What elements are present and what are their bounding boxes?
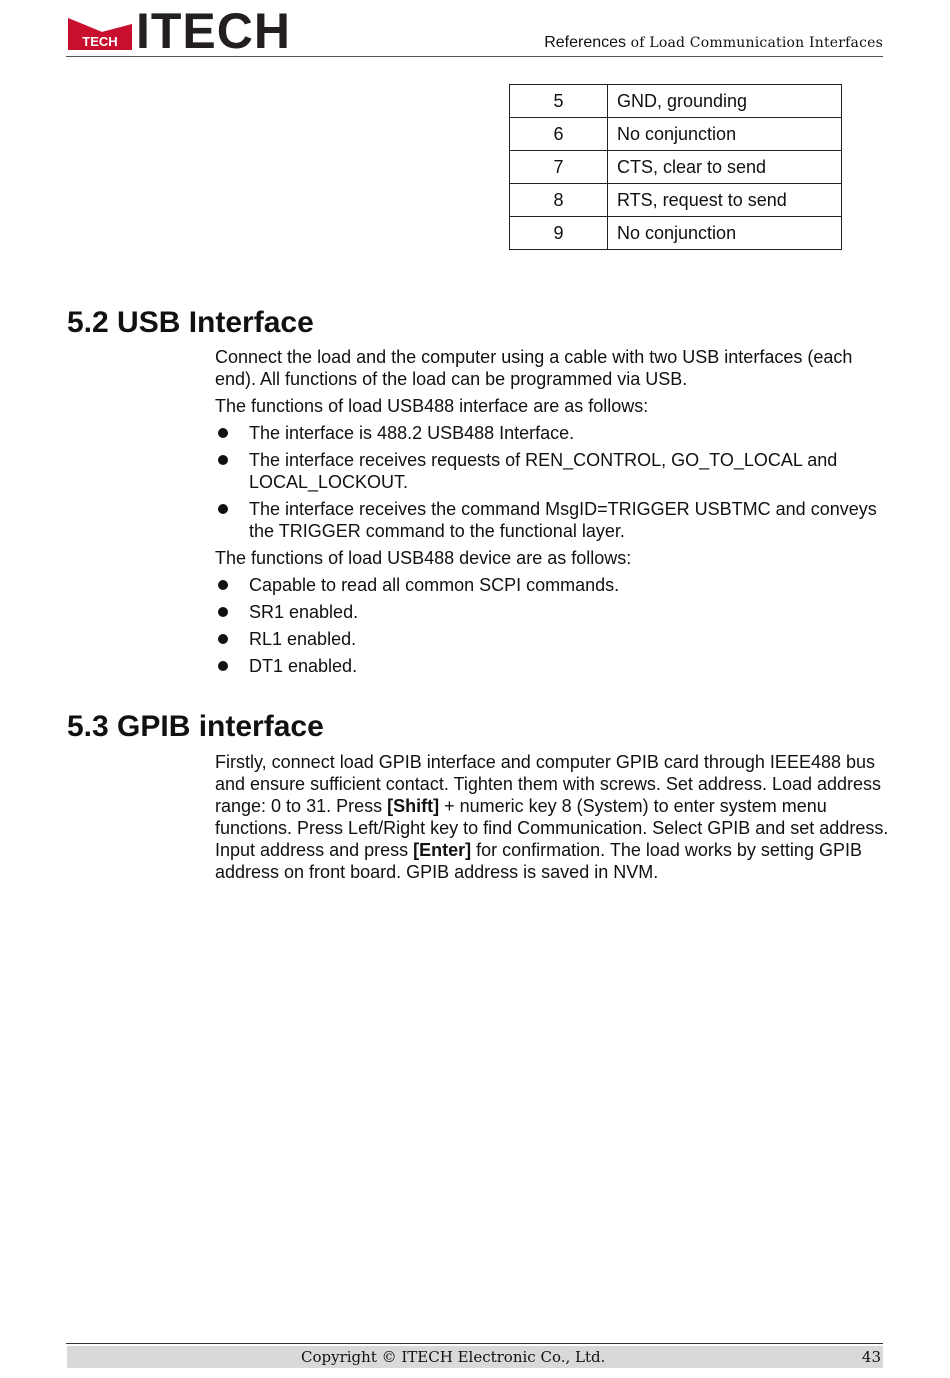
bullet-text: The interface is 488.2 USB488 Interface. <box>249 423 575 443</box>
pin-table <box>509 84 842 250</box>
gpib-text-2: + numeric key 8 (System) to enter system menu functions. Press Left/Right key to find Communication. Select GPIB and set address. Input address and press <box>215 796 889 860</box>
pin-table-body <box>510 85 842 250</box>
pin-table-row <box>510 85 842 118</box>
bullet-item <box>215 628 890 650</box>
enter-key-label: [Enter] <box>413 840 472 860</box>
usb-interface-lead: The functions of load USB488 interface are as follows: <box>215 396 649 416</box>
itech-logo <box>68 3 300 59</box>
gpib-paragraph <box>215 751 890 883</box>
bullet-item <box>215 449 890 493</box>
usb-intro: Connect the load and the computer using a cable with two USB interfaces (each end). All functions of the load can be programmed via USB. <box>215 347 853 389</box>
gpib-text-3: for confirmation. The load works by setting GPIB address on front board. GPIB address is saved in NVM. <box>215 840 862 882</box>
bullet-dot-icon <box>218 661 228 671</box>
pin-description-cell: CTS, clear to send <box>608 151 842 184</box>
header-rule <box>66 56 883 57</box>
itech-logo-mark-icon <box>68 10 132 50</box>
pin-description-cell: GND, grounding <box>608 85 842 118</box>
pin-table-row <box>510 184 842 217</box>
usb-device-lead: The functions of load USB488 device are as follows: <box>215 548 632 568</box>
pin-description-cell: RTS, request to send <box>608 184 842 217</box>
usb-section <box>215 346 890 677</box>
running-header <box>544 34 883 52</box>
pin-table-row <box>510 118 842 151</box>
pin-number-cell: 6 <box>510 118 608 151</box>
svg-text:TECH: TECH <box>82 34 118 49</box>
footer-rule <box>66 1343 883 1344</box>
bullet-text: RL1 enabled. <box>249 629 357 649</box>
pin-table-row <box>510 217 842 250</box>
usb-device-list <box>215 574 890 677</box>
running-header-rest: of Load Communication Interfaces <box>626 35 883 51</box>
bullet-text: DT1 enabled. <box>249 656 358 676</box>
bullet-dot-icon <box>218 580 228 590</box>
usb-heading: 5.2 USB Interface <box>67 306 314 339</box>
bullet-item <box>215 498 890 542</box>
gpib-heading: 5.3 GPIB interface <box>67 710 324 743</box>
pin-number-cell: 8 <box>510 184 608 217</box>
bullet-dot-icon <box>218 607 228 617</box>
usb-interface-list <box>215 422 890 542</box>
bullet-dot-icon <box>218 428 228 438</box>
bullet-item <box>215 601 890 623</box>
running-header-prefix: References <box>544 34 627 51</box>
pin-number-cell: 7 <box>510 151 608 184</box>
shift-key-label: [Shift] <box>387 796 440 816</box>
bullet-text: The interface receives requests of REN_CONTROL, GO_TO_LOCAL and LOCAL_LOCKOUT. <box>249 450 838 492</box>
page-number: 43 <box>861 1348 881 1366</box>
pin-number-cell: 9 <box>510 217 608 250</box>
bullet-dot-icon <box>218 634 228 644</box>
pin-description-cell: No conjunction <box>608 118 842 151</box>
itech-logo-wordmark: ITECH <box>136 3 291 59</box>
pin-description-cell: No conjunction <box>608 217 842 250</box>
bullet-text: The interface receives the command MsgID=TRIGGER USBTMC and conveys the TRIGGER command to the functional layer. <box>249 499 877 541</box>
pin-table-row <box>510 151 842 184</box>
bullet-item <box>215 422 890 444</box>
bullet-dot-icon <box>218 455 228 465</box>
bullet-item <box>215 574 890 596</box>
bullet-text: Capable to read all common SCPI commands. <box>249 575 620 595</box>
gpib-section <box>215 751 890 883</box>
footer-bar <box>67 1346 883 1368</box>
bullet-dot-icon <box>218 504 228 514</box>
bullet-text: SR1 enabled. <box>249 602 359 622</box>
bullet-item <box>215 655 890 677</box>
pin-number-cell: 5 <box>510 85 608 118</box>
gpib-text-1: Firstly, connect load GPIB interface and computer GPIB card through IEEE488 bus and ensure sufficient contact. Tighten them with screws. Set address. Load address range: 0 to 31. Press <box>215 752 882 816</box>
copyright-text: Copyright © ITECH Electronic Co., Ltd. <box>301 1348 606 1366</box>
